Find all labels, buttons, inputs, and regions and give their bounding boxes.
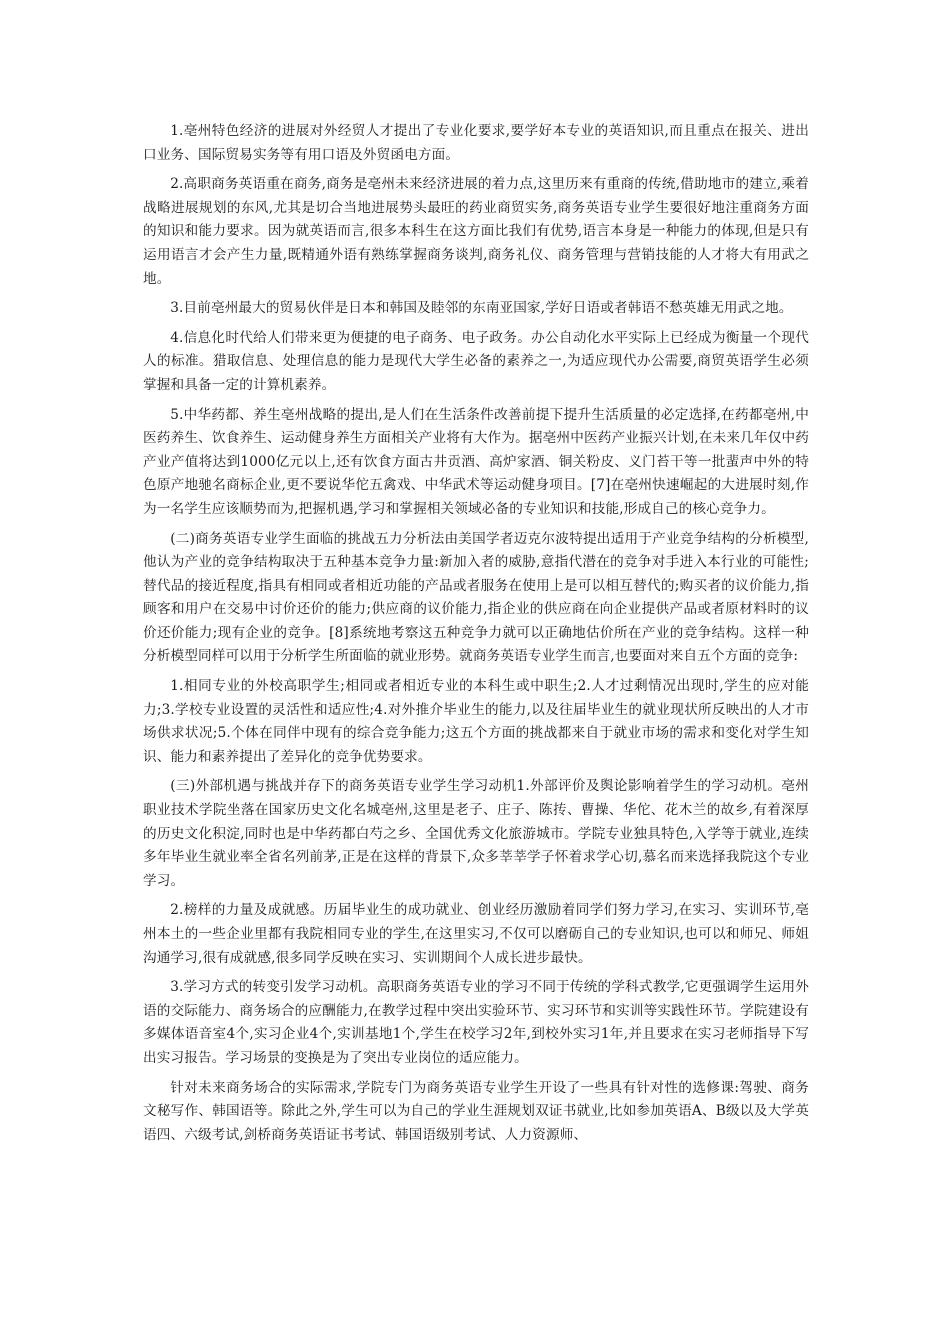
- document-body: [143, 120, 809, 1153]
- paragraph: 3.学习方式的转变引发学习动机。高职商务英语专业的学习不同于传统的学科式教学,它更强调学生运用外语的交际能力、商务场合的应酬能力,在教学过程中突出实验环节、实习环节和实训等实践性环节。学院建设有多媒体语音室4个,实习企业4个,实训基地1个,学生在校学习2年,到校外实习1年,并且要求在实习老师指导下写出实习报告。学习场景的变换是为了突出专业岗位的适应能力。: [143, 979, 809, 1066]
- paragraph: 1.亳州特色经济的进展对外经贸人才提出了专业化要求,要学好本专业的英语知识,而且重点在报关、进出口业务、国际贸易实务等有用口语及外贸函电方面。: [143, 123, 809, 163]
- paragraph: 2.榜样的力量及成就感。历届毕业生的成功就业、创业经历激励着同学们努力学习,在实习、实训环节,亳州本土的一些企业里都有我院相同专业的学生,在这里实习,不仅可以磨砺自己的专业知识,也可以和师兄、师姐沟通学习,很有成就感,很多同学反映在实习、实训期间个人成长进步最快。: [143, 902, 809, 966]
- paragraph: 5.中华药都、养生亳州战略的提出,是人们在生活条件改善前提下提升生活质量的必定选择,在药都亳州,中医药养生、饮食养生、运动健身养生方面相关产业将有大作为。据亳州中医药产业振兴计划,在未来几年仅中药产业产值将达到1000亿元以上,还有饮食方面古井贡酒、高炉家酒、铜关粉皮、义门苔干等一批蜚声中外的特色原产地驰名商标企业,更不要说华佗五禽戏、中华武术等运动健身项目。[7]在亳州快速崛起的大进展时刻,作为一名学生应该顺势而为,把握机遇,学习和掌握相关领域必备的专业知识和技能,形成自己的核心竞争力。: [143, 406, 809, 517]
- paragraph: 1.相同专业的外校高职学生;相同或者相近专业的本科生或中职生;2.人才过剩情况出现时,学生的应对能力;3.学校专业设置的灵活性和适应性;4.对外推介毕业生的能力,以及往届毕业生的就业现状所反映出的人才市场供求状况;5.个体在同伴中现有的综合竞争能力;这五个方面的挑战都来自于就业市场的需求和变化对学生知识、能力和素养提出了差异化的竞争优势要求。: [143, 678, 809, 765]
- paragraph: (二)商务英语专业学生面临的挑战五力分析法由美国学者迈克尔波特提出适用于产业竞争结构的分析模型,他认为产业的竞争结构取决于五种基本竞争力量:新加入者的威胁,意指代潜在的竞争对手进入本行业的可能性;替代品的接近程度,指具有相同或者相近功能的产品或者服务在使用上是可以相互替代的;购买者的议价能力,指顾客和用户在交易中讨价还价的能力;供应商的议价能力,指企业的供应商在向企业提供产品或者原材料时的议价还价能力;现有企业的竞争。[8]系统地考察这五种竞争力就可以正确地估价所在产业的竞争结构。这样一种分析模型同样可以用于分析学生所面临的就业形势。就商务英语专业学生而言,也要面对来自五个方面的竞争:: [143, 530, 809, 665]
- paragraph: 2.高职商务英语重在商务,商务是亳州未来经济进展的着力点,这里历来有重商的传统,借助地市的建立,乘着战略进展规划的东风,尤其是切合当地进展势头最旺的药业商贸实务,商务英语专业学生要很好地注重商务方面的知识和能力要求。因为就英语而言,很多本科生在这方面比我们有优势,语言本身是一种能力的体现,但是只有运用语言才会产生力量,既精通外语有熟练掌握商务谈判,商务礼仪、商务管理与营销技能的人才将大有用武之地。: [143, 176, 809, 287]
- paragraph: 4.信息化时代给人们带来更为便捷的电子商务、电子政务。办公自动化水平实际上已经成为衡量一个现代人的标准。猎取信息、处理信息的能力是现代大学生必备的素养之一,为适应现代办公需要,商贸英语学生必须掌握和具备一定的计算机素养。: [143, 329, 809, 393]
- paragraph: 3.目前亳州最大的贸易伙伴是日本和韩国及睦邻的东南亚国家,学好日语或者韩语不愁英雄无用武之地。: [170, 300, 793, 317]
- paragraph: 针对未来商务场合的实际需求,学院专门为商务英语专业学生开设了一些具有针对性的选修课:驾驶、商务文秘写作、韩国语等。除此之外,学生可以为自己的学业生涯规划双证书就业,比如参加英语A、B级以及大学英语四、六级考试,剑桥商务英语证书考试、韩国语级别考试、人力资源师、: [143, 1079, 809, 1143]
- paragraph: (三)外部机遇与挑战并存下的商务英语专业学生学习动机1.外部评价及舆论影响着学生的学习动机。亳州职业技术学院坐落在国家历史文化名城亳州,这里是老子、庄子、陈抟、曹操、华佗、花木兰的故乡,有着深厚的历史文化积淀,同时也是中华药都白芍之乡、全国优秀文化旅游城市。学院专业独具特色,入学等于就业,连续多年毕业生就业率全省名列前茅,正是在这样的背景下,众多莘莘学子怀着求学心切,慕名而来选择我院这个专业学习。: [143, 778, 809, 889]
